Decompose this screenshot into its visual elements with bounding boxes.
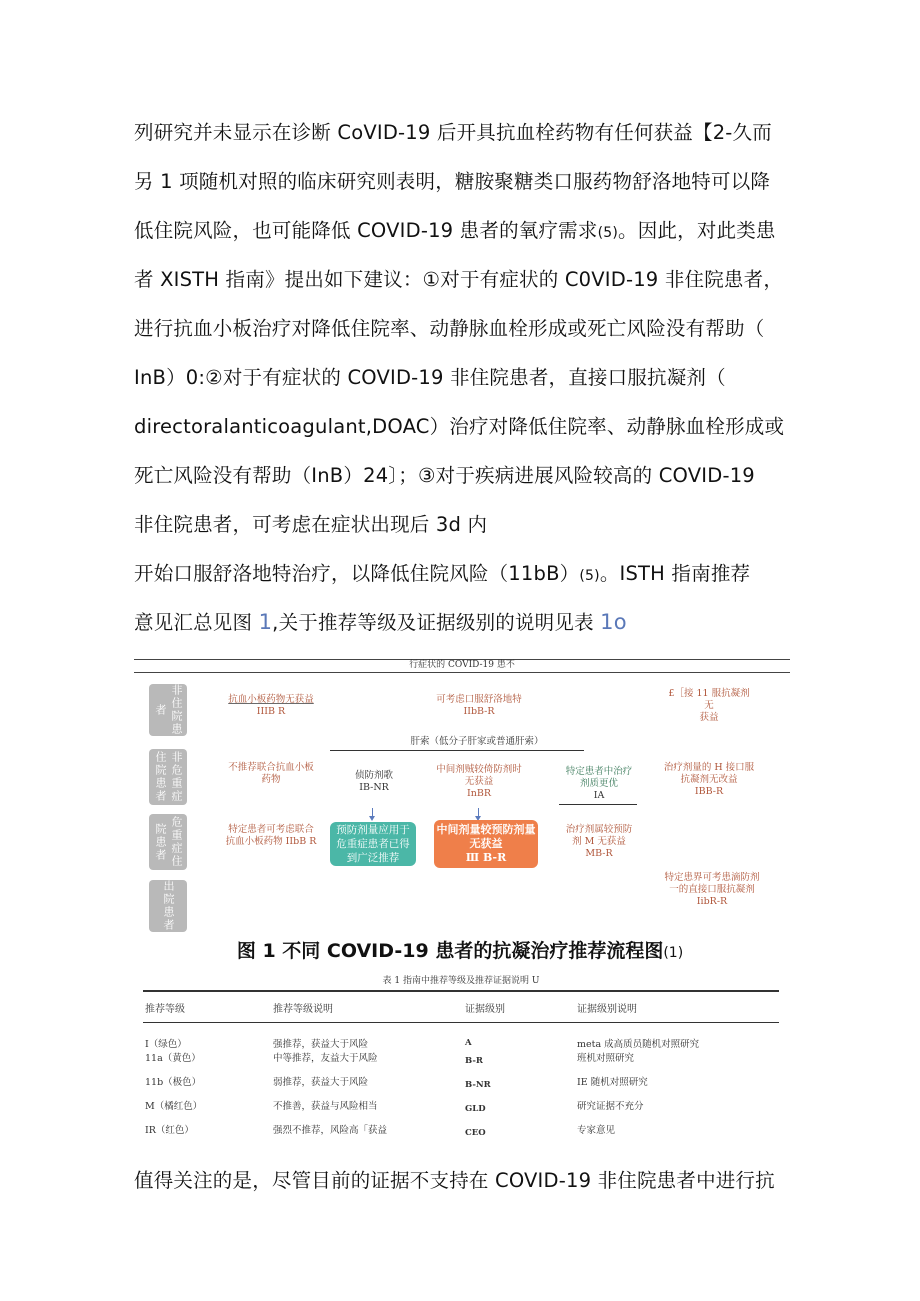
table-cell: IE 随机对照研究	[577, 1077, 648, 1088]
table-cell: 不推善，获益与风险相当	[273, 1101, 378, 1112]
caption-text: 图 1 不同 COVID-19 患者的抗凝治疗推荐流程图	[236, 940, 664, 962]
box-text: 危重症患者已得	[336, 838, 410, 850]
figure-title: 行症状的 COVID-19 患不	[409, 660, 515, 670]
rec-text: 不推荐联合抗血小板	[228, 762, 314, 773]
table-header: 证据级别说明	[577, 1004, 637, 1015]
category-critical: 危重症住院患者	[149, 814, 187, 870]
rec-prophylactic-dose	[334, 770, 414, 794]
paragraph-line: 者 XISTH 指南》提出如下建议：①对于有症状的 C0VID-19 非住院患者，	[134, 268, 784, 291]
paragraph-line: 另 1 项随机对照的临床研究则表明，糖胺聚糖类口服药物舒洛地特可以降	[134, 170, 771, 193]
figure-header-rule	[134, 672, 790, 673]
paragraph-line: 非住院患者，可考虑在症状出现后 3d 内	[134, 513, 488, 536]
table-cell: meta 成高质员随机对照研究	[577, 1039, 700, 1050]
line-text: 。ISTH 指南推荐	[599, 562, 751, 585]
table-cell: B-NR	[465, 1080, 491, 1090]
paragraph-line: directoralanticoagulant,DOAC）治疗对降低住院率、动静脉血栓形成或	[134, 415, 785, 438]
rec-grade: IB-NR	[359, 782, 389, 793]
table-cell: 11b（极色）	[145, 1077, 202, 1088]
rec-grade: IIbB-R	[463, 706, 495, 717]
box-text: 到广泛推荐	[346, 852, 400, 864]
rec-therapeutic-vs-prophylactic	[554, 824, 644, 860]
paragraph-line: 值得关注的是，尽管目前的证据不支持在 COVID-19 非住院患者中进行抗	[134, 1169, 775, 1192]
box-text: 预防剂量应用于	[336, 824, 410, 836]
rec-text: 剂 M 无获益	[572, 836, 626, 847]
table-cell: IR（红色）	[145, 1125, 194, 1136]
rec-text: 一的直接口服抗凝剂	[669, 884, 755, 895]
rec-sulodexide	[424, 694, 534, 718]
heparin-bracket-rule	[330, 750, 584, 751]
rec-intermediate-dose	[424, 764, 534, 800]
rec-text: 无	[704, 700, 714, 711]
rec-grade: MB-R	[585, 848, 613, 859]
figure-caption	[0, 936, 920, 963]
rec-doac-no-benefit	[654, 688, 764, 724]
rec-text: 药物	[261, 774, 281, 785]
table-cell: 11a（黄色）	[145, 1053, 201, 1064]
category-noncritical: 非危重症住院患者	[149, 749, 187, 805]
table-cell: CEO	[465, 1128, 486, 1138]
table-cell: 专家意见	[577, 1125, 616, 1136]
body-paragraph	[134, 108, 794, 647]
recommendation-table	[143, 974, 779, 1138]
paragraph-line: InB）0:②对于有症状的 COVID-19 非住院患者，直接口服抗凝剂（	[134, 366, 726, 389]
rec-text: 特定患者可考虑联合	[228, 824, 314, 835]
table-header-row	[143, 990, 779, 1023]
rec-text: 抗血小板药物 IIbB R	[225, 836, 317, 847]
paragraph-line: 列研究并未显示在诊断 CoVID-19 后开具抗血栓药物有任何获益【2-久而	[134, 121, 772, 144]
rec-grade: InBR	[466, 788, 491, 799]
table-cell: 中等推荐，友益大于风险	[273, 1053, 378, 1064]
therapeutic-rule	[559, 804, 637, 805]
citation-ref: (1)	[663, 945, 684, 961]
line-text: 低住院风险，也可能降低 COVID-19 患者的氧疗需求	[134, 219, 598, 242]
box-text: 中间剂量较预防剂量	[436, 823, 536, 836]
category-outpatient: 非住院患者	[149, 684, 187, 736]
line-text: 开始口服舒洛地特治疗，以降低住院风险（11bB）	[134, 562, 580, 585]
rec-text: 抗血小板药物无获益	[228, 694, 314, 705]
table-cell: A	[465, 1038, 472, 1048]
heparin-label: 肝索（低分子肝家或普通肝索）	[410, 736, 544, 747]
rec-no-combined-antiplatelet	[216, 762, 326, 786]
table-cell: 班机对照研究	[577, 1053, 635, 1064]
box-grade: Ⅲ B-R	[465, 851, 507, 864]
rec-grade: IA	[593, 790, 605, 801]
line-text: o	[613, 610, 627, 634]
rec-discharged-doac	[650, 872, 774, 908]
table-cell: M（橘红色）	[145, 1101, 203, 1112]
rec-text: 中间剂贼较倚防剂时	[436, 764, 522, 775]
rec-text: 抗凝剂无改益	[680, 774, 738, 785]
box-content	[437, 823, 536, 865]
rec-grade: IBB-R	[694, 786, 724, 797]
rec-text: 特定患界可考患滴防剂	[664, 872, 760, 883]
rec-therapeutic-dose	[554, 766, 644, 802]
paragraph-line: 进行抗血小板治疗对降低住院率、动静脉血栓形成或死亡风险没有帮助（	[134, 317, 765, 340]
table-cell: 强推荐，获益大于风险	[273, 1039, 369, 1050]
table-title: 表 1 指南中推荐等级及推荐证据说明 U	[382, 976, 540, 986]
table-cell: I（绿色）	[145, 1039, 187, 1050]
rec-grade: IibR-R	[696, 896, 728, 907]
rec-text: 治疗剂属较预防	[565, 824, 633, 835]
paragraph-line: 死亡风险没有帮助（InB）24〕；③对于疾病进展风险较高的 COVID-19	[134, 464, 755, 487]
table-header: 证据级别	[465, 1004, 505, 1015]
line-text: ,关于推荐等级及证据级别的说明见表	[272, 611, 601, 634]
box-content	[336, 823, 410, 865]
flowchart-figure	[134, 652, 790, 938]
rec-text: 特定患者中治疗	[565, 766, 633, 777]
table-link[interactable]: 1	[600, 610, 614, 634]
line-text: 。因此，对此类患	[618, 219, 776, 242]
box-intermediate-no-benefit	[434, 820, 538, 868]
arrow-line	[478, 808, 479, 816]
citation-ref: (5)	[579, 568, 600, 584]
paragraph-line	[134, 206, 794, 255]
table-header: 推荐等级	[145, 1004, 185, 1015]
table-cell: 弱推荐，获益大于风险	[273, 1077, 369, 1088]
figure-link[interactable]: 1	[258, 610, 273, 634]
category-discharged: 出院患者	[149, 880, 187, 932]
arrow-down-icon	[369, 816, 375, 821]
rec-text: £［接 11 服抗凝剂	[668, 688, 750, 699]
table-cell: 强烈不推荐，风险高「获益	[273, 1125, 388, 1136]
rec-grade: IIIB R	[256, 706, 286, 717]
table-cell: B-R	[465, 1056, 483, 1066]
rec-text: 无获益	[464, 776, 494, 787]
rec-antiplatelet-no-benefit	[216, 694, 326, 718]
box-prophylactic-recommended	[330, 822, 416, 866]
table-cell: 研究证据不充分	[577, 1101, 644, 1112]
rec-text: 剂质更优	[579, 778, 618, 789]
body-paragraph-2	[134, 1156, 794, 1205]
rec-text: 侦防剂歌	[354, 770, 393, 781]
arrow-line	[372, 808, 373, 816]
rec-specific-combined-antiplatelet	[216, 824, 326, 848]
citation-ref: (5)	[597, 225, 619, 241]
rec-text: 可考虑口服舒洛地特	[436, 694, 522, 705]
paragraph-line	[134, 549, 794, 598]
table-cell: GLD	[465, 1104, 486, 1114]
table-header: 推荐等级说明	[273, 1004, 333, 1015]
rec-text: 获益	[699, 712, 719, 723]
box-text: 无获益	[469, 837, 503, 850]
rec-text: 治疗剂量的 H 接口服	[663, 762, 755, 773]
paragraph-line	[134, 598, 794, 647]
rec-therapeutic-doac	[654, 762, 764, 798]
line-text: 意见汇总见图	[134, 611, 259, 634]
